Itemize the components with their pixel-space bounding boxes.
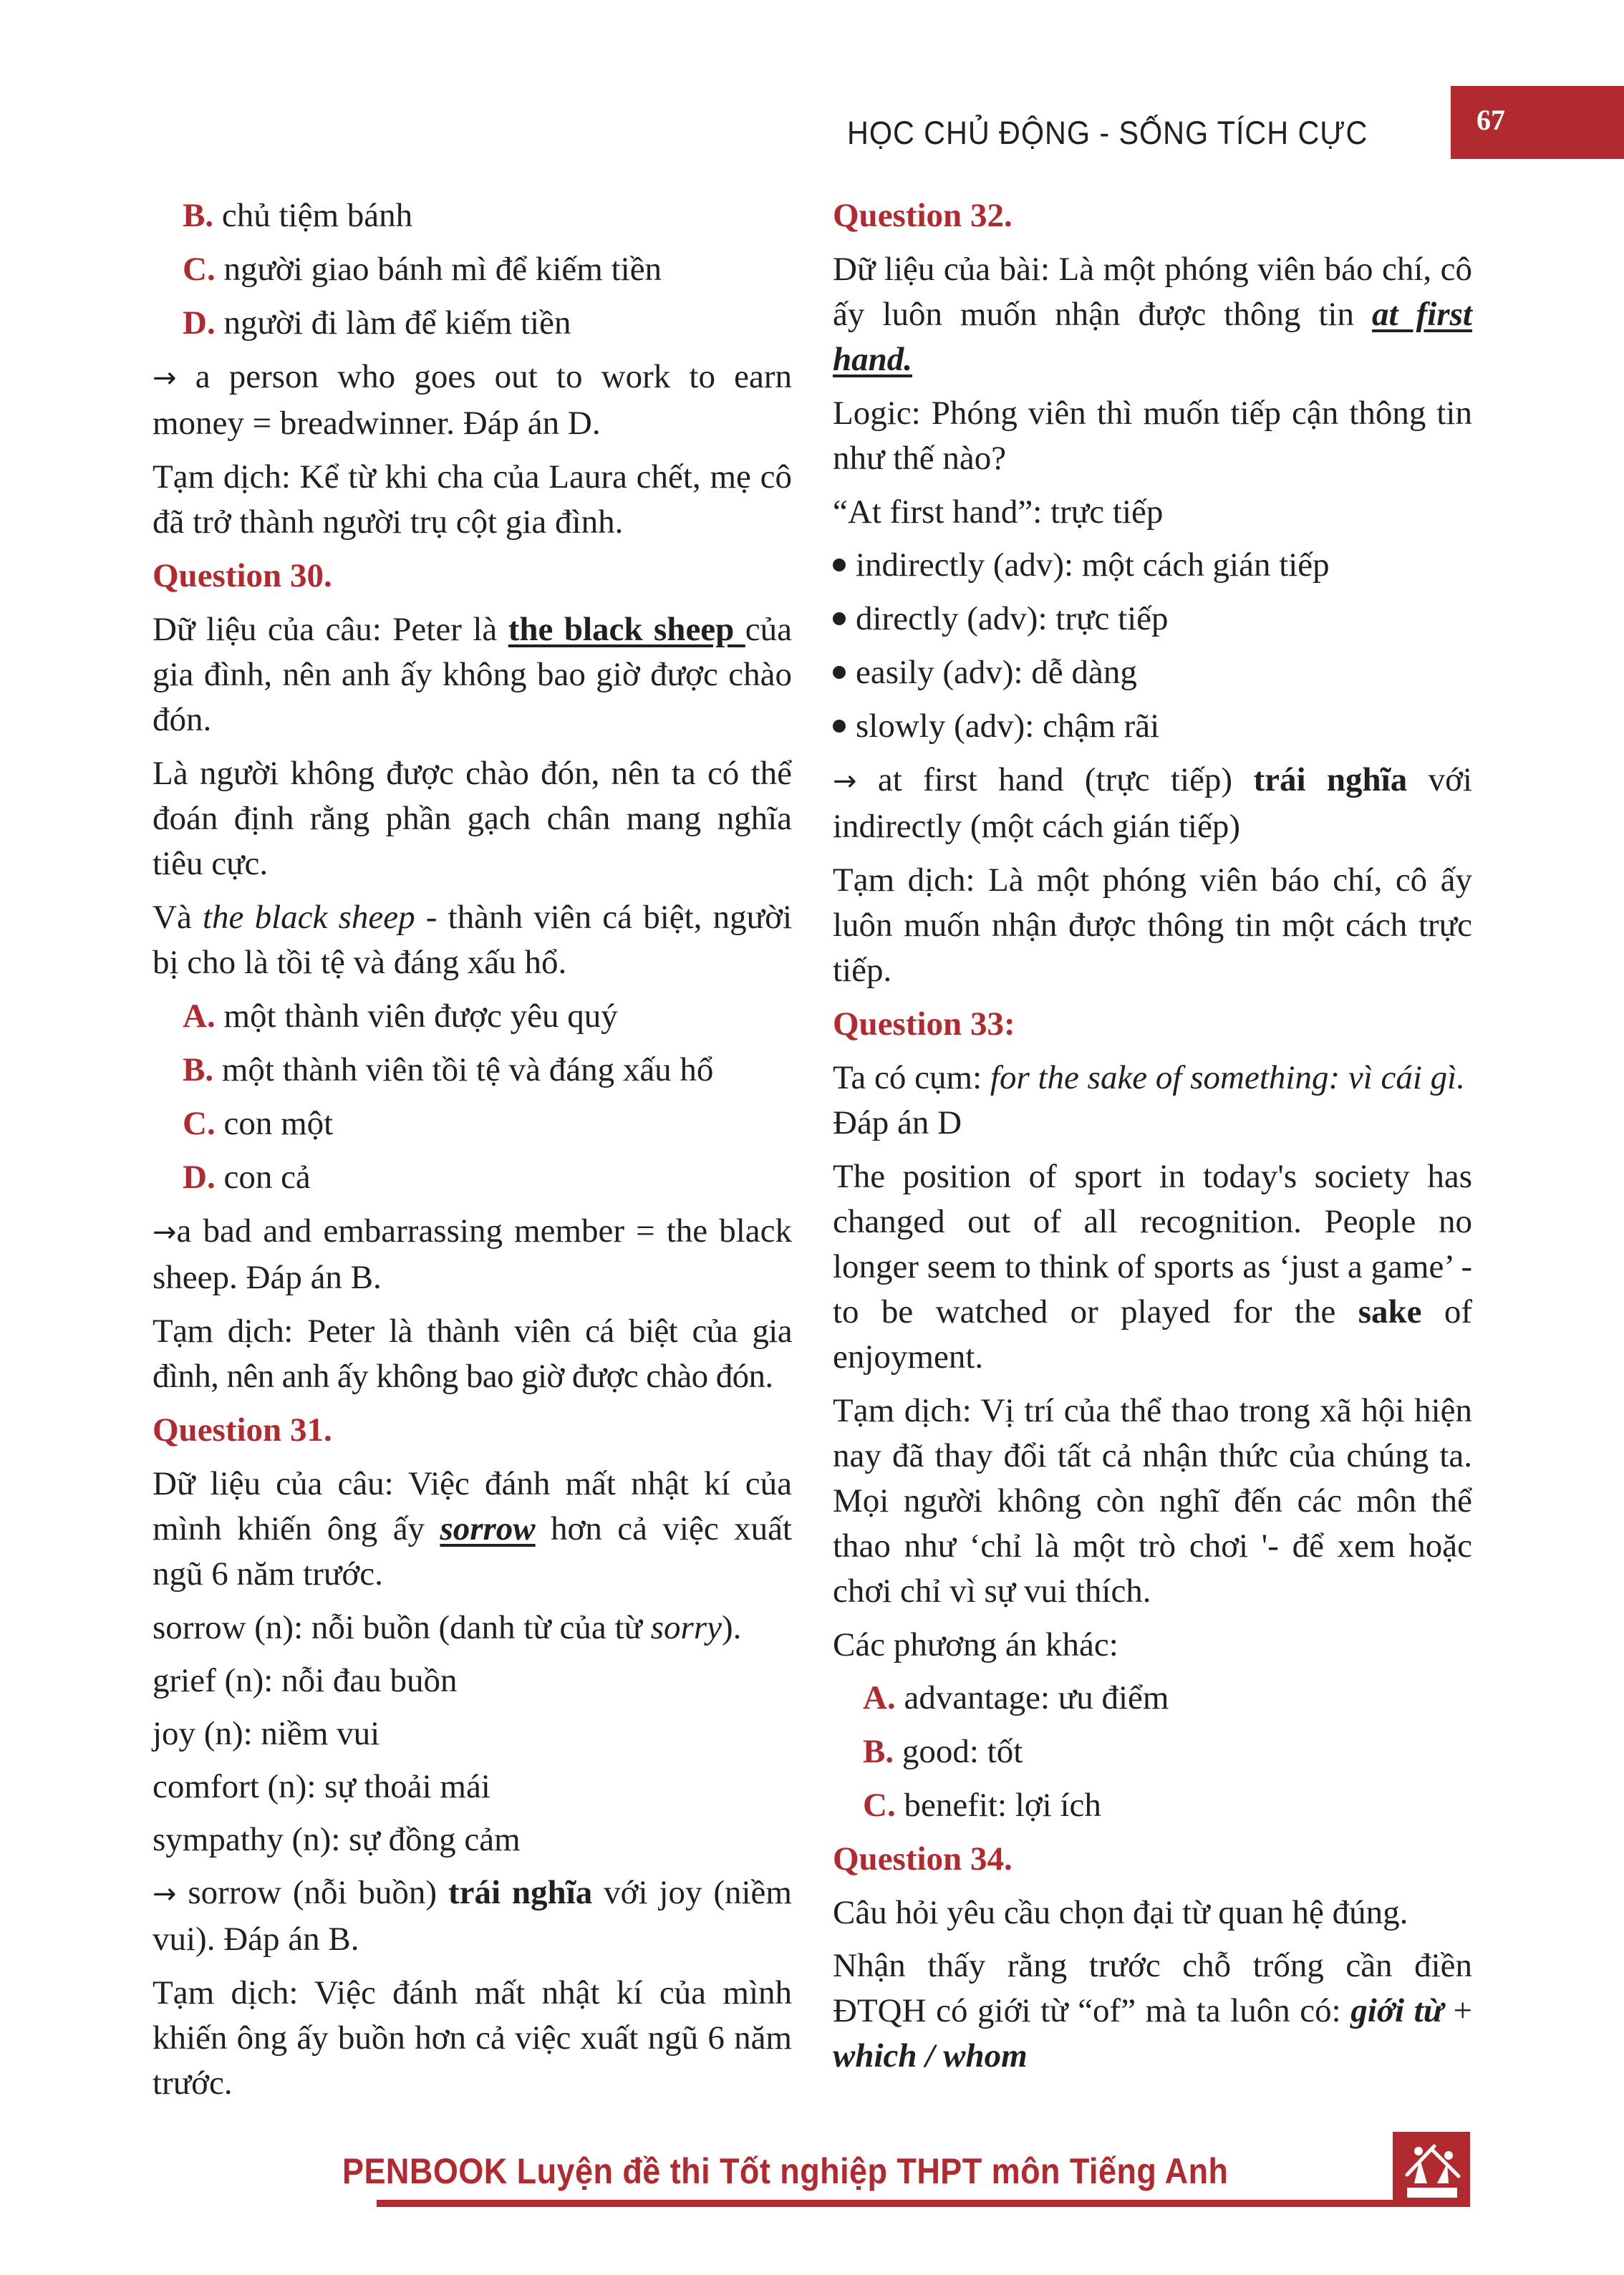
translation: Tạm dịch: Vị trí của thể thao trong xã hội hiện nay đã thay đổi tất cả nhận thức của chúng ta. Mọi người không còn nghĩ đến các môn thể thao như ‘chỉ là một trò chơi '- để xem hoặc chơi chỉ vì sự vui thích. — [833, 1392, 1472, 1610]
conclusion: →a bad and embarrassing member = the black sheep. Đáp án B. — [153, 1212, 792, 1296]
other-options-label: Các phương án khác: — [833, 1626, 1118, 1663]
option-a: A. advantage: ưu điểm — [863, 1679, 1169, 1716]
arrow-right-icon: → — [153, 1216, 177, 1249]
passage: The position of sport in today's society has changed out of all recognition. People no longer seem to think of sports as ‘just a game’ - to be watched or played for the sake of enjoyment. — [833, 1158, 1472, 1376]
note: Nhận thấy rằng trước chỗ trống cần điền ĐTQH có giới từ “of” mà ta luôn có: giới từ + which / whom — [833, 1947, 1472, 2074]
definition: Và the black sheep - thành viên cá biệt, người bị cho là tồi tệ và đáng xấu hổ. — [153, 899, 792, 981]
vocab-item: sorrow (n): nỗi buồn (danh từ của từ sorry). — [153, 1609, 742, 1646]
vocab-item: grief (n): nỗi đau buồn — [153, 1662, 458, 1699]
bullet-item: indirectly (adv): một cách gián tiếp — [833, 543, 1472, 588]
question-30 — [153, 554, 792, 1399]
conclusion: → a person who goes out to work to earn money = breadwinner. Đáp án D. — [153, 358, 793, 442]
right-column — [833, 193, 1472, 2087]
underlined-phrase: at first hand. — [833, 296, 1472, 378]
vocab-item: sympathy (n): sự đồng cảm — [153, 1821, 521, 1858]
option-c: C. benefit: lợi ích — [863, 1787, 1101, 1824]
footer-book-title: PENBOOK Luyện đề thi Tốt nghiệp THPT môn Tiếng Anh — [342, 2151, 1229, 2191]
bullet-icon — [833, 559, 846, 571]
arrow-right-icon: → — [833, 765, 857, 798]
two-people-logo-icon — [1393, 2132, 1470, 2207]
question-data: Dữ liệu của bài: Là một phóng viên báo chí, cô ấy luôn muốn nhận được thông tin at first hand. — [833, 251, 1472, 378]
option-b: B. một thành viên tồi tệ và đáng xấu hổ — [183, 1051, 714, 1088]
question-31 — [153, 1408, 792, 2106]
option-d: D. con cả — [183, 1159, 311, 1196]
answer: Đáp án D — [833, 1104, 962, 1141]
left-column — [153, 193, 792, 2115]
logic: Logic: Phóng viên thì muốn tiếp cận thông tin như thế nào? — [833, 395, 1472, 477]
footer-divider — [377, 2200, 1429, 2207]
option-d: D. người đi làm để kiếm tiền — [183, 304, 571, 342]
page-number: 67 — [1476, 104, 1505, 136]
page-number-box — [1451, 86, 1624, 159]
bullet-item: directly (adv): trực tiếp — [833, 596, 1472, 642]
question-data: Dữ liệu của câu: Việc đánh mất nhật kí của mình khiến ông ấy sorrow hơn cả việc xuất ngũ 6 năm trước. — [153, 1465, 792, 1593]
question-prompt: Câu hỏi yêu cầu chọn đại từ quan hệ đúng. — [833, 1894, 1408, 1931]
translation: Tạm dịch: Peter là thành viên cá biệt của gia đình, nên anh ấy không bao giờ được chào đón. — [153, 1313, 792, 1395]
translation: Tạm dịch: Việc đánh mất nhật kí của mình khiến ông ấy buồn hơn cả việc xuất ngũ 6 năm trước. — [153, 1974, 792, 2102]
bullet-item: easily (adv): dễ dàng — [833, 650, 1472, 695]
underlined-word: sorrow — [440, 1510, 536, 1547]
question-title: Question 33: — [833, 1005, 1015, 1043]
vocab-item: joy (n): niềm vui — [153, 1715, 380, 1752]
reasoning: Là người không được chào đón, nên ta có thể đoán định rằng phần gạch chân mang nghĩa tiêu cực. — [153, 755, 792, 882]
bullet-icon — [833, 666, 846, 679]
question-34 — [833, 1837, 1472, 2079]
bullet-icon — [833, 720, 846, 733]
question-data: Dữ liệu của câu: Peter là the black sheep của gia đình, nên anh ấy không bao giờ được chào đón. — [153, 611, 793, 738]
question-title: Question 30. — [153, 557, 332, 594]
question-title: Question 31. — [153, 1411, 332, 1449]
arrow-right-icon: → — [153, 362, 177, 395]
option-b: B. good: tốt — [863, 1733, 1023, 1770]
question-33 — [833, 1002, 1472, 1828]
vocab-item: comfort (n): sự thoải mái — [153, 1768, 490, 1805]
conclusion: → at first hand (trực tiếp) trái nghĩa với indirectly (một cách gián tiếp) — [833, 761, 1472, 845]
bullet-icon — [833, 612, 846, 625]
question-32 — [833, 193, 1472, 993]
translation: Tạm dịch: Là một phóng viên báo chí, cô ấy luôn muốn nhận được thông tin một cách trực tiếp. — [833, 861, 1472, 989]
underlined-phrase: the black sheep — [508, 611, 745, 648]
phrase-note: Ta có cụm: for the sake of something: vì cái gì. Đáp án D — [833, 1059, 1465, 1141]
option-c: C. con một — [183, 1105, 334, 1142]
arrow-right-icon: → — [153, 1878, 177, 1911]
option-c: C. người giao bánh mì để kiếm tiền — [183, 251, 662, 288]
option-b: B. chủ tiệm bánh — [183, 197, 413, 234]
q29-continuation — [153, 193, 792, 545]
bullet-item: slowly (adv): chậm rãi — [833, 704, 1472, 749]
conclusion: → sorrow (nỗi buồn) trái nghĩa với joy (niềm vui). Đáp án B. — [153, 1874, 792, 1958]
translation: Tạm dịch: Kể từ khi cha của Laura chết, mẹ cô đã trở thành người trụ cột gia đình. — [153, 458, 792, 541]
running-header-title: HỌC CHỦ ĐỘNG - SỐNG TÍCH CỰC — [847, 115, 1368, 151]
question-title: Question 34. — [833, 1840, 1012, 1878]
option-a: A. một thành viên được yêu quý — [183, 998, 618, 1035]
phrase-definition: “At first hand”: trực tiếp — [833, 493, 1164, 531]
question-title: Question 32. — [833, 197, 1012, 234]
